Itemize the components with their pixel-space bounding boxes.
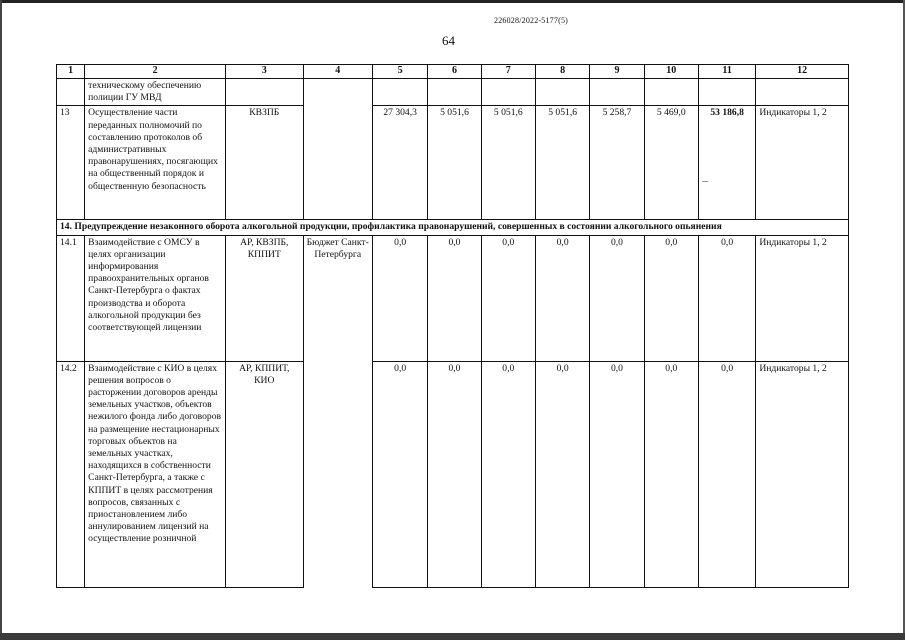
header-cell: 12 [756, 65, 849, 79]
row-indicators: Индикаторы 1, 2 [756, 361, 849, 587]
header-cell: 8 [535, 65, 589, 79]
table-row-13 [57, 106, 849, 220]
table-row-14-2 [57, 361, 849, 587]
scan-edge-bottom [0, 633, 905, 640]
row-value-5: 27 304,3 [372, 106, 427, 220]
row-value-9: 0,0 [590, 235, 644, 361]
row-value-11: 0,0 [698, 361, 755, 587]
header-cell: 5 [372, 65, 427, 79]
header-cell: 3 [226, 65, 303, 79]
row-value-5: 0,0 [372, 235, 427, 361]
header-cell: 9 [590, 65, 644, 79]
header-cell: 7 [481, 65, 535, 79]
page-number: 64 [442, 33, 455, 48]
header-cell: 6 [428, 65, 481, 79]
header-cell: 4 [303, 65, 372, 79]
row-indicators: Индикаторы 1, 2 [756, 235, 849, 361]
header-cell: 10 [644, 65, 698, 79]
row-executor: КВЗПБ [226, 106, 303, 220]
row-value-7: 5 051,6 [481, 106, 535, 220]
header-cell: 1 [57, 65, 85, 79]
row-number: 14.1 [57, 235, 85, 361]
row-value-9: 0,0 [590, 361, 644, 587]
scan-edge-top [0, 0, 905, 3]
row-value-7: 0,0 [481, 235, 535, 361]
row-executor: АР, КППИТ, КИО [226, 361, 303, 587]
row-value-11: 0,0 [698, 235, 755, 361]
row-description: Взаимодействие с КИО в целях решения вопросов о расторжении договоров аренды земельных участков, объектов нежилого фонда либо договоров на размещение нестационарных торговых объектов на земельных участках, находящихся в собственности Санкт-Петербурга, а также с КППИТ в целях рассмотрения вопросов, связанных с приостановлением либо аннулированием лицензий на осуществление розничной [85, 361, 226, 587]
table-row-continuation [57, 79, 849, 106]
row-value-6: 0,0 [428, 361, 481, 587]
row-value-7: 0,0 [481, 361, 535, 587]
header-row [57, 65, 849, 79]
row-value-10: 0,0 [644, 235, 698, 361]
row-value-5: 0,0 [372, 361, 427, 587]
section-14-header [57, 220, 849, 235]
row-description: Осуществление части переданных полномочий по составлению протоколов об административных правонарушениях, посягающих на общественный порядок и общественную безопасность [85, 106, 226, 220]
row-value-6: 5 051,6 [428, 106, 481, 220]
row-value-6: 0,0 [428, 235, 481, 361]
pencil-mark [702, 181, 708, 182]
row-value-9: 5 258,7 [590, 106, 644, 220]
program-table [56, 64, 849, 588]
section-title: 14. Предупреждение незаконного оборота алкогольной продукции, профилактика правонарушений, совершенных в состоянии алкогольного опьянения [57, 220, 849, 235]
header-cell: 2 [85, 65, 226, 79]
continuation-text: техническому обеспечению полиции ГУ МВД [85, 79, 226, 106]
table-row-14-1 [57, 235, 849, 361]
row-value-10: 0,0 [644, 361, 698, 587]
row-funding-source: Бюджет Санкт-Петербурга [303, 235, 372, 587]
row-value-10: 5 469,0 [644, 106, 698, 220]
header-cell: 11 [698, 65, 755, 79]
row-value-8: 5 051,6 [535, 106, 589, 220]
row-number: 13 [57, 106, 85, 220]
scan-edge-left [0, 0, 2, 640]
row-description: Взаимодействие с ОМСУ в целях организации информирования правоохранительных органов Санкт-Петербурга о фактах производства и оборота алкогольной продукции без соответствующей лицензии [85, 235, 226, 361]
row-indicators: Индикаторы 1, 2 [756, 106, 849, 220]
row-value-11: 53 186,8 [698, 106, 755, 220]
row-number: 14.2 [57, 361, 85, 587]
document-number: 226028/2022-5177(5) [494, 16, 569, 25]
row-value-8: 0,0 [535, 235, 589, 361]
row-executor: АР, КВЗПБ, КППИТ [226, 235, 303, 361]
row-value-8: 0,0 [535, 361, 589, 587]
